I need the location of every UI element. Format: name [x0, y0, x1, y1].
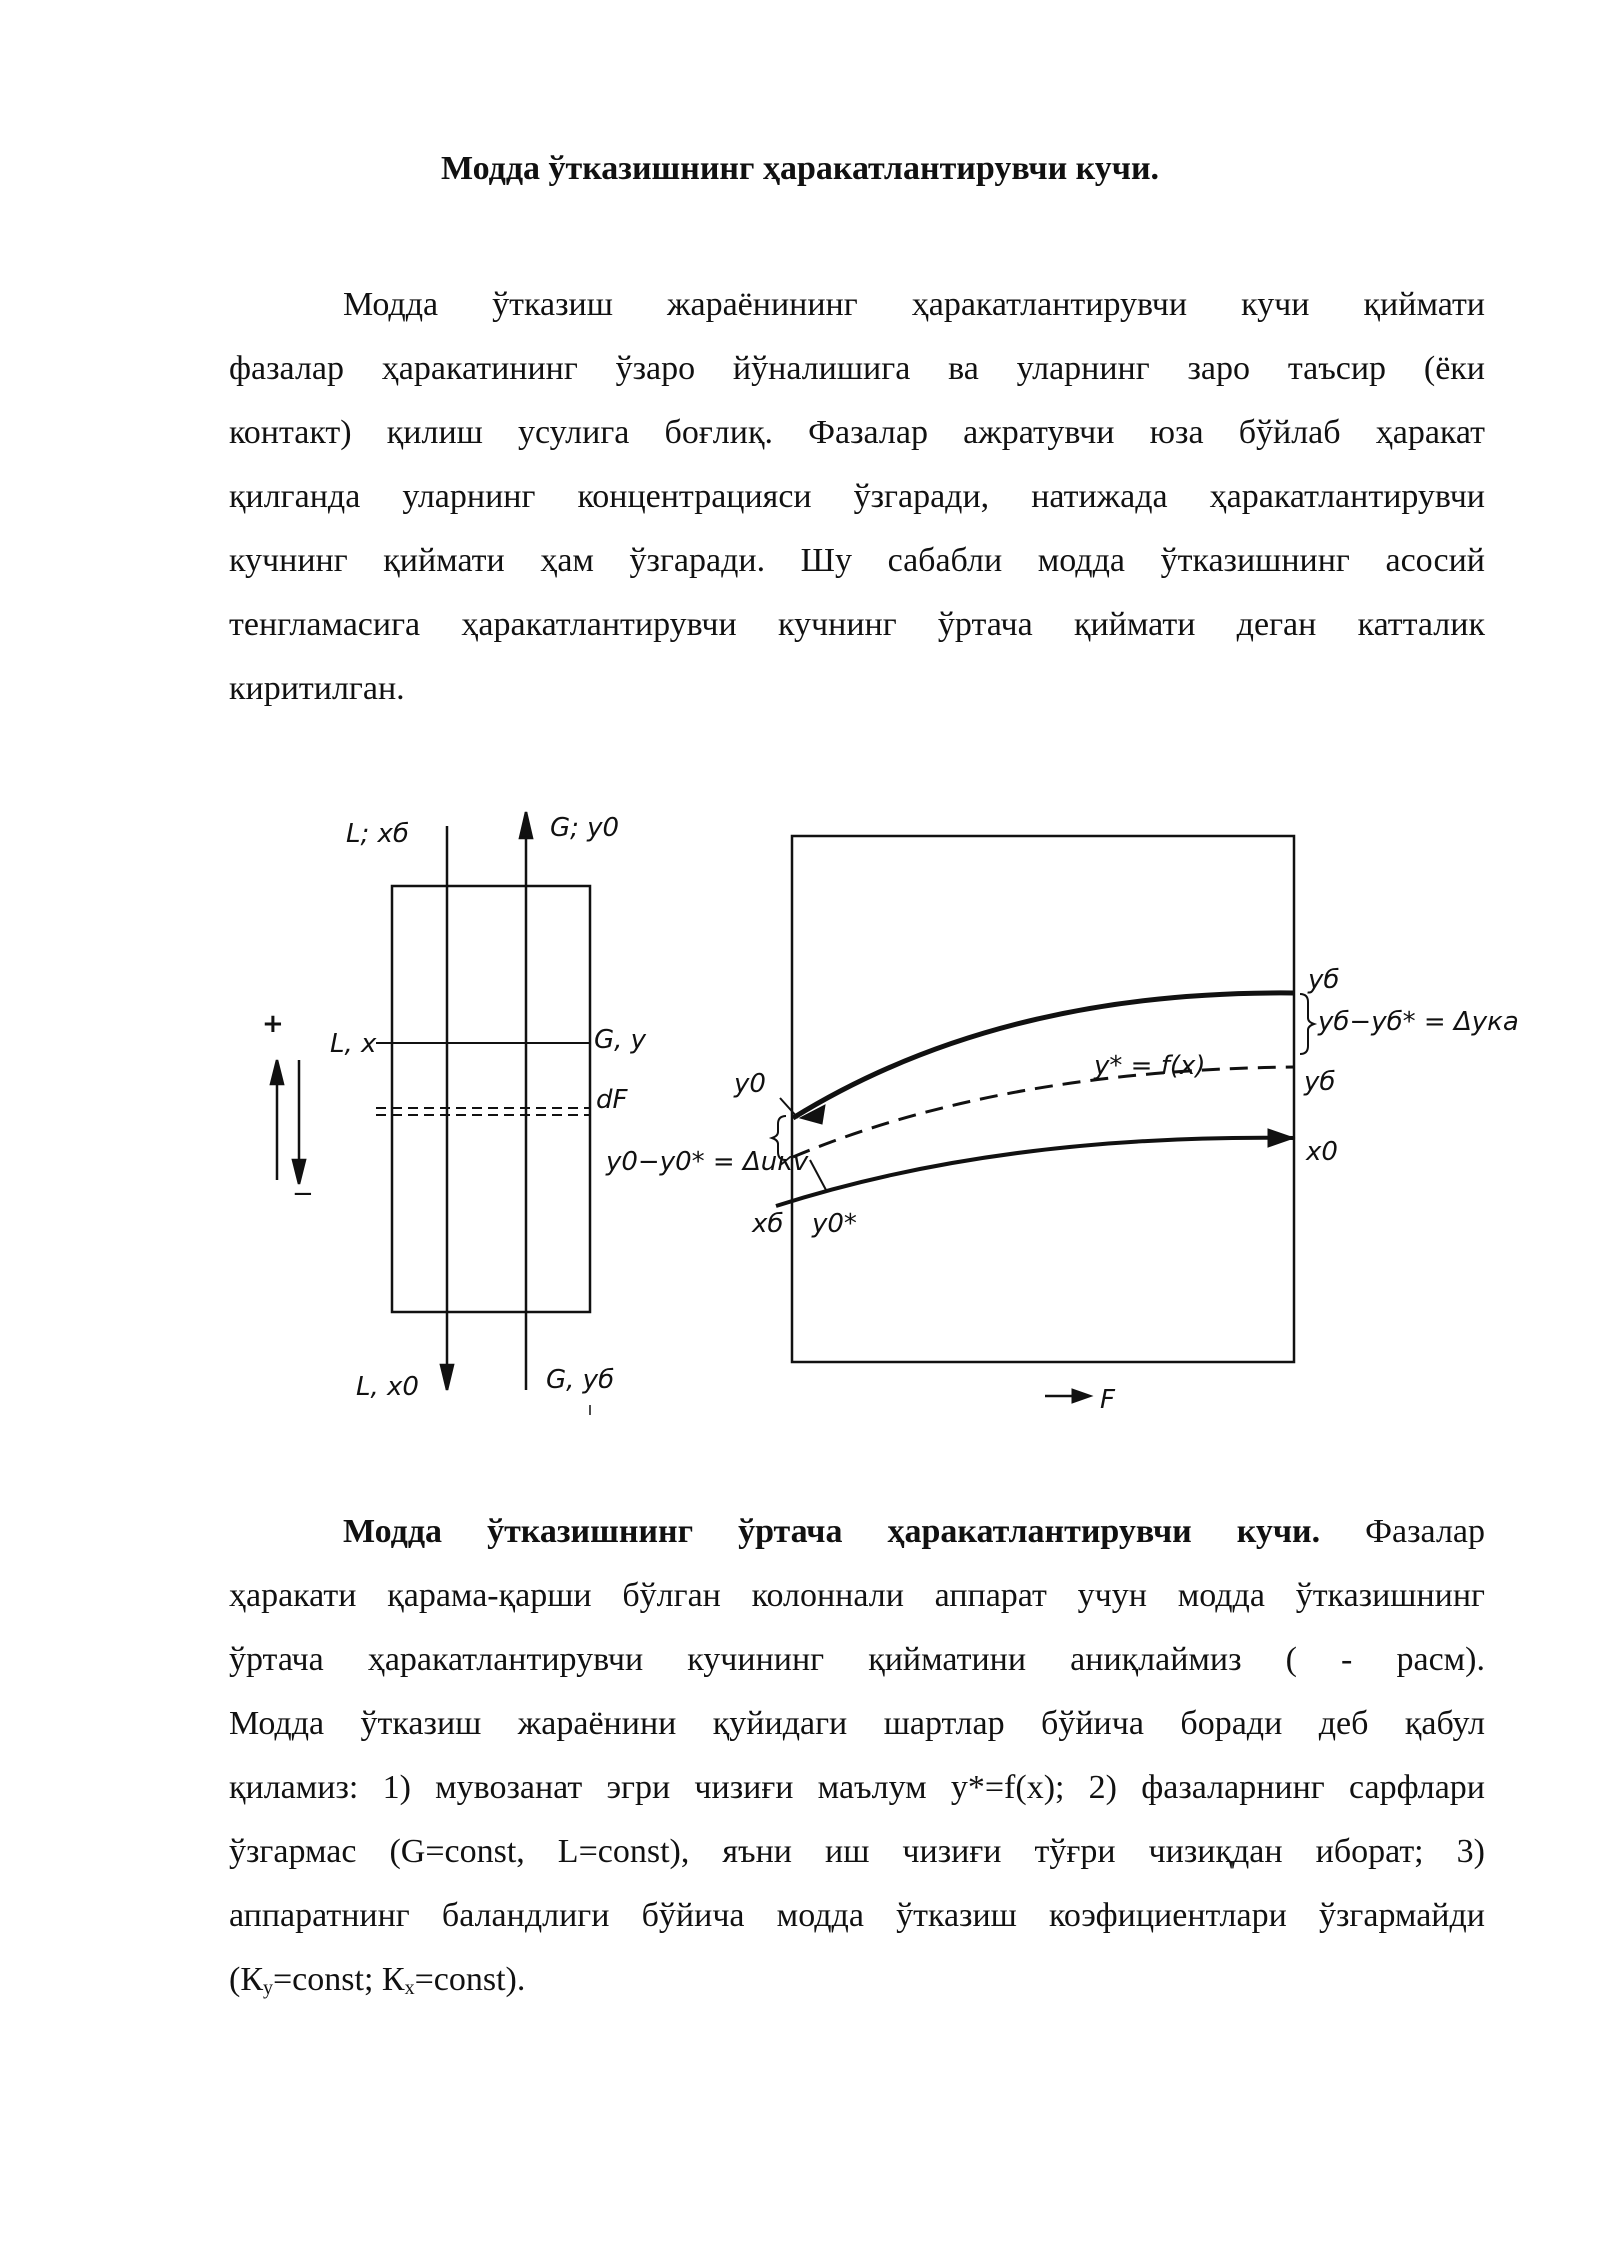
leader-y0-star: [810, 1160, 826, 1190]
up-direction-arrow: [271, 1060, 283, 1084]
formula-open: (К: [229, 1961, 263, 1998]
label-g-yb: G, yб: [546, 1365, 615, 1395]
graph-labels: [605, 965, 1519, 1415]
label-xb: xб: [752, 1209, 784, 1239]
text-line: Модда ўтказиш жараёнини қуйидаги шартлар бўйича боради деб қабул: [229, 1705, 1485, 1742]
operating-line-lower: [776, 1138, 1294, 1206]
operating-line-upper: [793, 993, 1294, 1118]
operating-arrow-right: [1268, 1129, 1294, 1147]
minus-sign: −: [292, 1179, 314, 1209]
heading-rest: Фазалар: [1365, 1513, 1486, 1550]
label-l-x: L, x: [330, 1029, 377, 1059]
text-line: [343, 1513, 1485, 1577]
subscript-y: y: [263, 1977, 273, 1999]
subscript-x: x: [404, 1977, 415, 1999]
label-l-x0: L, x0: [356, 1372, 419, 1402]
formula-mid: =const; К: [273, 1961, 405, 1998]
label-axis-f: F: [1100, 1385, 1115, 1415]
column-body: [392, 886, 590, 1312]
label-df: dF: [596, 1085, 628, 1115]
axis-arrow-head: [1072, 1389, 1092, 1403]
equilibrium-graph: [772, 836, 1314, 1403]
label-y0: y0: [734, 1069, 766, 1099]
label-x0: x0: [1306, 1137, 1338, 1167]
text-line: тенгламасига ҳаракатлантирувчи кучнинг ўртача қиймати деган катталик: [229, 606, 1485, 643]
text-line-formula: [229, 1961, 1485, 2025]
text-line: ўртача ҳаракатлантирувчи кучининг қийматини аниқлаймиз ( - расм).: [229, 1641, 1485, 1678]
column-diagram: [271, 812, 590, 1415]
text-line: кучнинг қиймати ҳам ўзгаради. Шу сабабли модда ўтказишнинг асосий: [229, 542, 1485, 579]
formula-close: =const).: [414, 1961, 526, 1998]
brace-top-right: [1300, 994, 1314, 1054]
text-line: киритилган.: [229, 670, 405, 707]
label-l-xb: L; xб: [346, 819, 409, 849]
text-line: ҳаракати қарама-қарши бўлган колоннали аппарат учун модда ўтказишнинг: [229, 1577, 1485, 1614]
leader-y0: [780, 1098, 798, 1118]
plus-sign: +: [262, 1009, 284, 1039]
label-delta-top: yб−yб* = Δyка: [1318, 1007, 1519, 1037]
up-arrow: [520, 812, 532, 838]
label-yb-top: yб: [1308, 965, 1340, 995]
text-line: қилганда уларнинг концентрацияси ўзгаради, натижада ҳаракатлантирувчи: [229, 478, 1485, 515]
label-equilibrium: y* = f(x): [1094, 1051, 1206, 1081]
section-heading: Модда ўтказишнинг ўртача ҳаракатлантирувчи кучи.: [343, 1513, 1321, 1550]
text-line: фазалар ҳаракатининг ўзаро йўналишига ва уларнинг заро таъсир (ёки: [229, 350, 1485, 387]
label-g-y: G, y: [594, 1025, 647, 1055]
text-line: қиламиз: 1) мувозанат эгри чизиғи маълум y*=f(x); 2) фазаларнинг сарфлари: [229, 1769, 1485, 1806]
label-y0-star: y0*: [812, 1209, 857, 1239]
graph-frame: [792, 836, 1294, 1362]
text-line: аппаратнинг баландлиги бўйича модда ўтказиш коэфициентлари ўзгармайди: [229, 1897, 1485, 1934]
page-title: Модда ўтказишнинг ҳаракатлантирувчи кучи.: [440, 150, 1160, 187]
text-line: ўзгармас (G=const, L=const), яъни иш чизиғи тўғри чизиқдан иборат; 3): [229, 1833, 1485, 1870]
text-line: контакт) қилиш усулига боғлиқ. Фазалар ажратувчи юза бўйлаб ҳаракат: [229, 414, 1485, 451]
down-arrow: [441, 1365, 453, 1390]
equilibrium-curve: [793, 1067, 1294, 1157]
text-line: Модда ўтказиш жараёнининг ҳаракатлантирувчи кучи қиймати: [343, 286, 1485, 323]
label-yb-mid: yб: [1304, 1067, 1336, 1097]
label-delta-left: y0−y0* = Δuкv: [606, 1147, 809, 1177]
label-g-y0: G; y0: [550, 813, 620, 843]
